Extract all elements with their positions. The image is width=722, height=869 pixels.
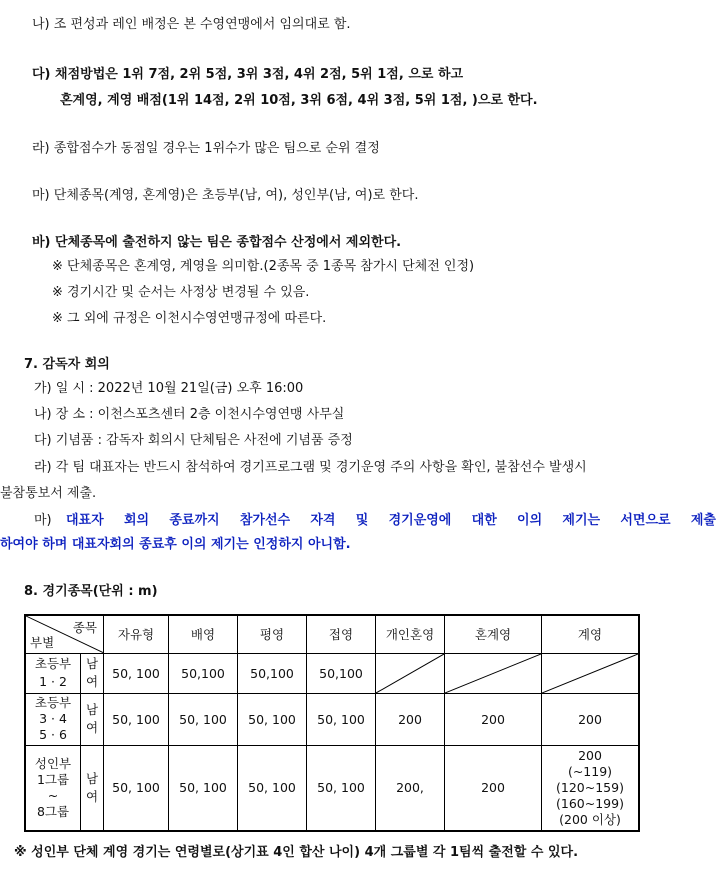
column-header: 자유형 [104,615,169,653]
table-cell: 50,100 [169,653,238,693]
rule-ba: 바) 단체종목에 출전하지 않는 팀은 종합점수 산정에서 제외한다. [32,235,402,250]
corner-label-event: 종목 [72,620,97,635]
column-header: 평영 [238,615,307,653]
note-team-events: ※ 단체종목은 혼계영, 계영을 의미함.(2종목 중 1종목 참가시 단체전 인정) [52,259,475,274]
section-heading-events: 8. 경기종목(단위 : m) [24,584,158,599]
column-header: 배영 [169,615,238,653]
gender-cell: 남 여 [81,745,104,831]
gender-cell: 남 여 [81,693,104,745]
table-cell: 200, [376,745,445,831]
na-diagonal [376,654,444,693]
na-cell [445,653,542,693]
na-diagonal [542,654,638,693]
meeting-representative-line2: 불참통보서 제출. [0,486,97,501]
rule-na: 나) 조 편성과 레인 배정은 본 수영연맹에서 임의대로 함. [32,17,351,32]
rule-ma: 마) 단체종목(계영, 혼계영)은 초등부(남, 여), 성인부(남, 여)로 한다. [32,188,419,203]
rule-da-line1: 다) 채점방법은 1위 7점, 2위 5점, 3위 3점, 4위 2점, 5위 1점, 으로 하고 [32,67,464,82]
table-row [25,693,639,745]
table-cell: 50,100 [238,653,307,693]
table-cell: 50, 100 [169,745,238,831]
section-heading-meeting: 7. 감독자 회의 [24,357,110,372]
gender-cell: 남 여 [81,653,104,693]
table-cell: 50, 100 [307,693,376,745]
na-diagonal [445,654,541,693]
meeting-representative-line1: 라) 각 팀 대표자는 반드시 참석하여 경기프로그램 및 경기운영 주의 사항을 확인, 불참선수 발생시 [34,460,587,475]
meeting-place: 나) 장 소 : 이천스포츠센터 2층 이천시수영연맹 사무실 [34,407,345,422]
division-cell: 초등부 3 · 4 5 · 6 [25,693,81,745]
note-schedule-change: ※ 경기시간 및 순서는 사정상 변경될 수 있음. [52,285,310,300]
table-cell: 50,100 [307,653,376,693]
table-cell: 50, 100 [238,745,307,831]
table-row [25,653,639,693]
table-cell: 200 [376,693,445,745]
na-cell [542,653,640,693]
column-header: 개인혼영 [376,615,445,653]
division-cell: 초등부 1 · 2 [25,653,81,693]
na-cell [376,653,445,693]
meeting-objection-line2: 하여야 하며 대표자회의 종료후 이의 제기는 인정하지 아니함. [0,537,351,552]
table-cell: 200 [445,693,542,745]
table-cell: 50, 100 [104,653,169,693]
rule-ra: 라) 종합점수가 동점일 경우는 1위수가 많은 팀으로 순위 결정 [32,141,380,156]
meeting-date: 가) 일 시 : 2022년 10월 21일(금) 오후 16:00 [34,381,304,396]
meeting-souvenir: 다) 기념품 : 감독자 회의시 단체팀은 사전에 기념품 증정 [34,433,353,448]
table-cell: 200 (~119) (120~159) (160~199) (200 이상) [542,745,640,831]
meeting-objection-prefix: 마) [34,513,52,528]
column-header: 접영 [307,615,376,653]
table-cell: 200 [445,745,542,831]
table-cell: 50, 100 [104,693,169,745]
table-cell: 50, 100 [104,745,169,831]
division-cell: 성인부 1그룹 ~ 8그룹 [25,745,81,831]
corner-label-division: 부별 [30,634,55,650]
table-cell: 200 [542,693,640,745]
events-footnote: ※ 성인부 단체 계영 경기는 연령별로(상기표 4인 합산 나이) 4개 그룹별 각 1팀씩 출전할 수 있다. [14,845,579,860]
table-row [25,745,639,831]
rule-da-line2: 혼계영, 계영 배점(1위 14점, 2위 10점, 3위 6점, 4위 3점, 5위 1점, )으로 한다. [60,93,538,108]
table-corner-cell [25,615,104,653]
events-table [24,614,640,832]
column-header: 계영 [542,615,640,653]
column-header: 혼계영 [445,615,542,653]
table-cell: 50, 100 [169,693,238,745]
table-cell: 50, 100 [238,693,307,745]
note-other-rules: ※ 그 외에 규정은 이천시수영연맹규정에 따른다. [52,311,327,326]
table-header-row [25,615,639,653]
table-cell: 50, 100 [307,745,376,831]
meeting-objection-line1: 대표자 회의 종료까지 참가선수 자격 및 경기운영에 대한 이의 제기는 서면으로 제출 [66,513,716,528]
